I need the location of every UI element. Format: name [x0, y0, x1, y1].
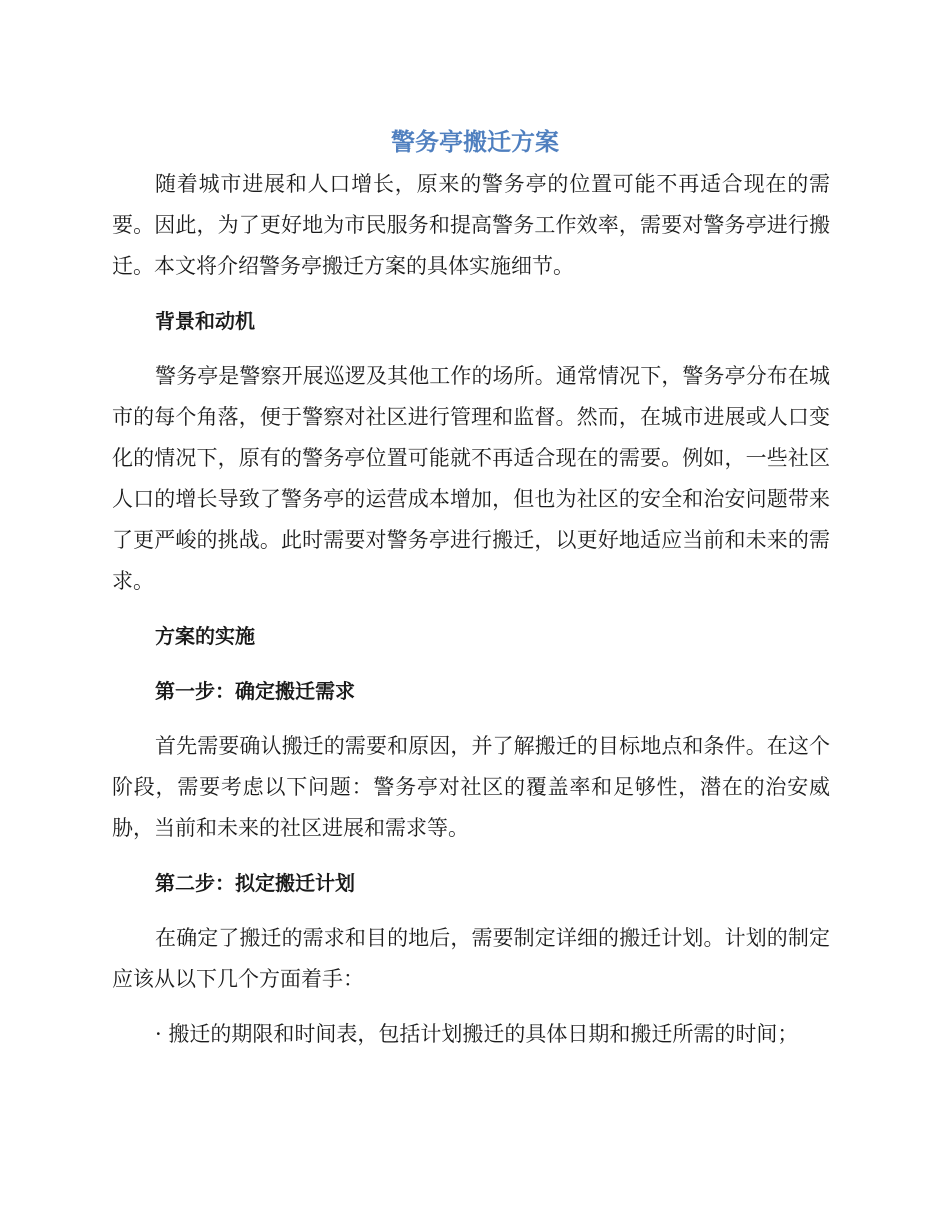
- step-one-paragraph: 首先需要确认搬迁的需要和原因，并了解搬迁的目标地点和条件。在这个阶段，需要考虑以下问题：警务亭对社区的覆盖率和足够性，潜在的治安威胁，当前和未来的社区进展和需求等。: [112, 734, 830, 840]
- background-paragraph: 警务亭是警察开展巡逻及其他工作的场所。通常情况下，警务亭分布在城市的每个角落，便于警察对社区进行管理和监督。然而，在城市进展或人口变化的情况下，原有的警务亭位置可能就不再适合现在的需要。例如，一些社区人口的增长导致了警务亭的运营成本增加，但也为社区的安全和治安问题带来了更严峻的挑战。此时需要对警务亭进行搬迁，以更好地适应当前和未来的需求。: [112, 364, 830, 593]
- document-body: [112, 164, 830, 1055]
- section-heading-step-one: 第一步：确定搬迁需求: [155, 679, 355, 703]
- step-two-paragraph: 在确定了搬迁的需求和目的地后，需要制定详细的搬迁计划。计划的制定应该从以下几个方面着手：: [112, 926, 830, 991]
- intro-paragraph: 随着城市进展和人口增长，原来的警务亭的位置可能不再适合现在的需要。因此，为了更好地为市民服务和提高警务工作效率，需要对警务亭进行搬迁。本文将介绍警务亭搬迁方案的具体实施细节。: [112, 172, 830, 278]
- bullet-list-item: · 搬迁的期限和时间表，包括计划搬迁的具体日期和搬迁所需的时间；: [155, 1022, 799, 1046]
- section-heading-step-two: 第二步：拟定搬迁计划: [155, 871, 355, 895]
- section-heading-implementation: 方案的实施: [155, 624, 255, 648]
- section-heading-background: 背景和动机: [155, 309, 255, 333]
- document-title: 警务亭搬迁方案: [391, 128, 559, 156]
